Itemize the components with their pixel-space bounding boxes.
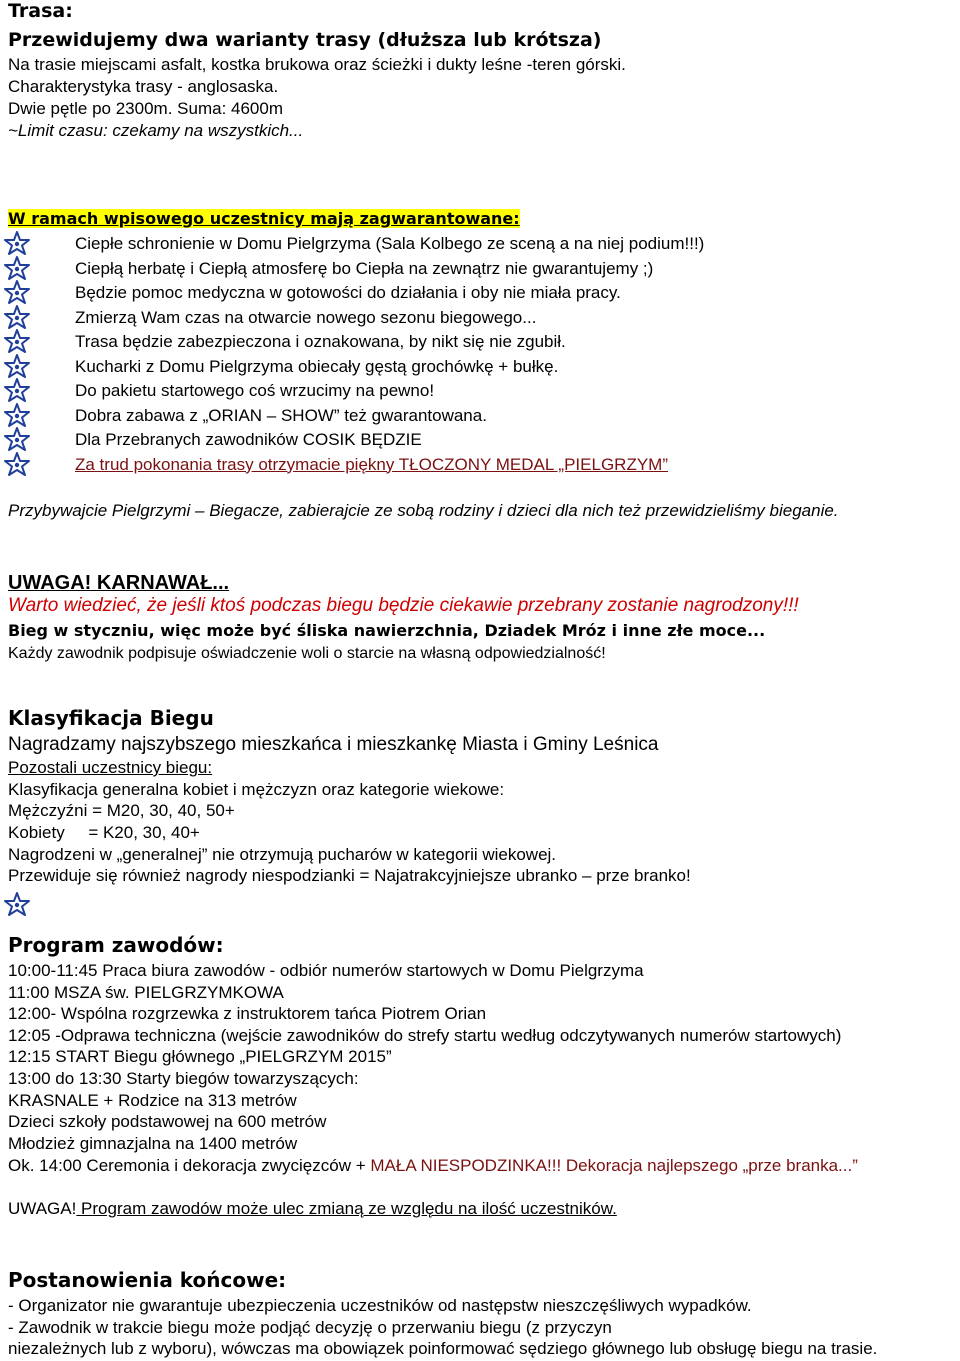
declaration-note: Każdy zawodnik podpisuje oświadczenie woli o starcie na własną odpowiedzialność! — [8, 645, 606, 662]
invite-text: Przybywajcie Pielgrzymi – Biegacze, zabierajcie ze sobą rodziny i dzieci dla nich też przewidzieliśmy bieganie. — [8, 501, 839, 520]
medal-line: Za trud pokonania trasy otrzymacie piękny TŁOCZONY MEDAL „PIELGRZYM” — [75, 454, 668, 474]
guarantee-item: Zmierzą Wam czas na otwarcie nowego sezonu biegowego... — [75, 307, 537, 327]
program-item: Dzieci szkoły podstawowej na 600 metrów — [8, 1112, 327, 1131]
list-item — [4, 280, 944, 305]
star-icon — [4, 452, 30, 476]
trasa-line-1: Na trasie miejscami asfalt, kostka brukowa oraz ścieżki i dukty leśne -teren górski. — [8, 55, 626, 74]
klasyfikacja-surprise: Przewiduje się również nagrody niespodzianki = Najatrakcyjniejsze ubranko – prze branko! — [8, 866, 691, 885]
klasyfikacja-others: Pozostali uczestnicy biegu: — [8, 758, 213, 777]
guarantee-item: Będzie pomoc medyczna w gotowości do działania i oby nie miała pracy. — [75, 283, 621, 302]
postanowienia-line: niezależnych lub z wyboru), wówczas ma obowiązek poinformować sędziego głównego lub obsługę biegu na trasie. — [8, 1339, 878, 1358]
list-item — [4, 378, 944, 403]
guarantee-item: Dobra zabawa z „ORIAN – SHOW” też gwarantowana. — [75, 405, 487, 425]
guarantee-item: Do pakietu startowego coś wrzucimy na pewno! — [75, 381, 435, 400]
program-change-note — [8, 1198, 617, 1219]
program-item: 12:05 -Odprawa techniczna (wejście zawodników do strefy startu według odczytywanych numerów startowych) — [8, 1026, 842, 1045]
program-item: 13:00 do 13:30 Starty biegów towarzyszących: — [8, 1069, 359, 1088]
star-icon — [4, 892, 30, 916]
klasyfikacja-men: Mężczyźni = M20, 30, 40, 50+ — [8, 801, 235, 820]
change-text: Program zawodów może ulec zmianą ze względu na ilość uczestników. — [76, 1199, 617, 1218]
trasa-line-3: Dwie pętle po 2300m. Suma: 4600m — [8, 99, 283, 118]
list-item — [4, 256, 944, 281]
star-icon — [4, 231, 30, 255]
program-item: 11:00 MSZA św. PIELGRZYMKOWA — [8, 983, 284, 1002]
program-heading: Program zawodów: — [8, 933, 224, 957]
star-icon — [4, 427, 30, 451]
star-icon — [4, 305, 30, 329]
star-icon — [4, 403, 30, 427]
program-ceremony — [8, 1155, 858, 1176]
program-item: Młodzież gimnazjalna na 1400 metrów — [8, 1134, 298, 1153]
program-item: 10:00-11:45 Praca biura zawodów - odbiór numerów startowych w Domu Pielgrzyma — [8, 961, 644, 980]
ceremony-text: Ok. 14:00 Ceremonia i dekoracja zwycięzców + — [8, 1156, 371, 1175]
postanowienia-heading: Postanowienia końcowe: — [8, 1268, 287, 1292]
guarantee-item: Ciepłe schronienie w Domu Pielgrzyma (Sala Kolbego ze sceną a na niej podium!!!) — [75, 234, 705, 253]
list-item — [4, 354, 944, 379]
guarantees-heading — [8, 208, 520, 229]
ceremony-surprise: MAŁA NIESPODZINKA!!! Dekoracja najlepszego „prze branka...” — [370, 1156, 858, 1175]
postanowienia-line: - Zawodnik w trakcie biegu może podjąć decyzję o przerwaniu biegu (z przyczyn — [8, 1318, 612, 1337]
guarantee-item: Trasa będzie zabezpieczona i oznakowana, by nikt się nie zgubił. — [75, 332, 566, 351]
star-icon — [4, 256, 30, 280]
star-icon — [4, 378, 30, 402]
list-item — [4, 305, 944, 330]
klasyfikacja-note: Nagrodzeni w „generalnej” nie otrzymują pucharów w kategorii wiekowej. — [8, 845, 557, 864]
star-icon — [4, 280, 30, 304]
star-icon — [4, 329, 30, 353]
guarantee-item: Dla Przebranych zawodników COSIK BĘDZIE — [75, 430, 422, 449]
klasyfikacja-heading: Klasyfikacja Biegu — [8, 706, 214, 730]
guarantees-heading-text: W ramach wpisowego uczestnicy mają zagwarantowane: — [8, 209, 520, 228]
guarantees-list — [4, 231, 944, 476]
list-item — [4, 427, 944, 452]
list-item — [4, 403, 944, 428]
uwaga-heading — [8, 571, 229, 595]
guarantee-item: Ciepłą herbatę i Ciepłą atmosferę bo Ciepła na zewnątrz nie gwarantujemy ;) — [75, 258, 654, 278]
postanowienia-line: - Organizator nie gwarantuje ubezpieczenia uczestników od następstw nieszczęśliwych wypadków. — [8, 1296, 752, 1315]
trasa-limit: ~Limit czasu: czekamy na wszystkich... — [8, 121, 304, 140]
trasa-heading: Trasa: — [8, 0, 73, 22]
list-item — [4, 329, 944, 354]
list-item — [4, 452, 944, 477]
uwaga-heading-text: UWAGA! KARNAWAŁ... — [8, 572, 230, 594]
program-item: 12:00- Wspólna rozgrzewka z instruktorem tańca Piotrem Orian — [8, 1004, 487, 1023]
guarantee-item: Kucharki z Domu Pielgrzyma obiecały gęstą grochówkę + bułkę. — [75, 356, 559, 376]
trasa-line-2: Charakterystyka trasy - anglosaska. — [8, 77, 279, 96]
klasyfikacja-women: Kobiety = K20, 30, 40+ — [8, 823, 200, 842]
star-icon — [4, 354, 30, 378]
costume-note: Warto wiedzieć, że jeśli ktoś podczas biegu będzie ciekawie przebrany zostanie nagrodzony!!! — [8, 595, 799, 616]
klasyfikacja-local: Nagradzamy najszybszego mieszkańca i mieszkankę Miasta i Gminy Leśnica — [8, 734, 659, 755]
program-item: KRASNALE + Rodzice na 313 metrów — [8, 1091, 297, 1110]
klasyfikacja-general: Klasyfikacja generalna kobiet i mężczyzn oraz kategorie wiekowe: — [8, 780, 505, 799]
january-note: Bieg w styczniu, więc może być śliska nawierzchnia, Dziadek Mróz i inne złe moce... — [8, 621, 766, 640]
change-prefix: UWAGA! — [8, 1199, 77, 1218]
program-item: 12:15 START Biegu głównego „PIELGRZYM 2015” — [8, 1047, 392, 1066]
trasa-subheading: Przewidujemy dwa warianty trasy (dłuższa lub krótsza) — [8, 29, 602, 51]
list-item — [4, 231, 944, 256]
